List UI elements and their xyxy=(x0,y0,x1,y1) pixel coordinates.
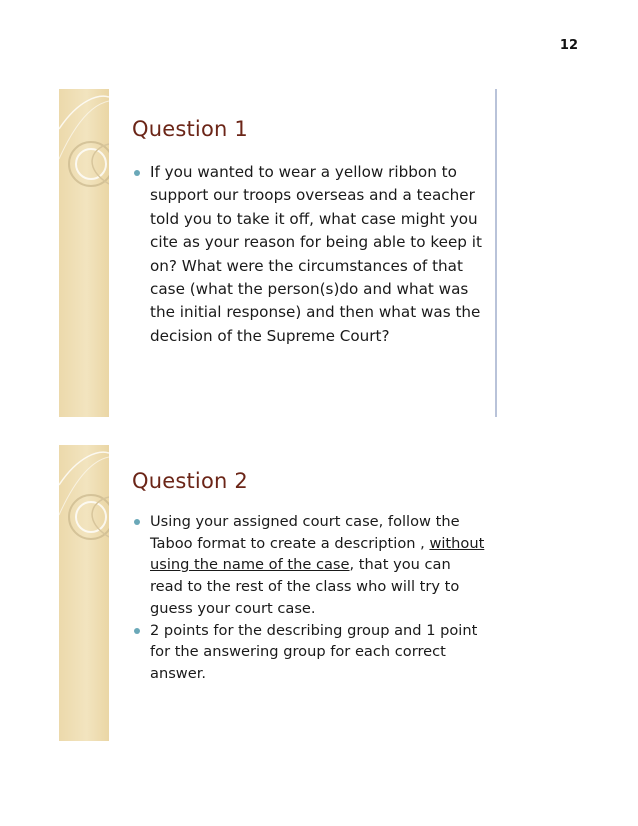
slide-title: Question 2 xyxy=(132,469,248,493)
bullet-text-after: , that you can read to the rest of the class who will try to guess your court case. xyxy=(150,556,460,617)
slide-question-1 xyxy=(59,89,499,417)
slide-border-line xyxy=(495,89,497,417)
decorative-band xyxy=(59,445,109,741)
slide-title: Question 1 xyxy=(132,117,248,141)
bullet-icon xyxy=(134,519,140,525)
slide-question-2 xyxy=(59,445,499,741)
bullet-icon xyxy=(134,170,140,176)
bullet-text-before: Using your assigned court case, follow the Taboo format to create a description , xyxy=(150,513,460,552)
bullet-text: 2 points for the describing group and 1 point for the answering group for each correct answer. xyxy=(150,621,478,682)
bullet-list xyxy=(134,511,485,685)
list-item xyxy=(134,620,485,685)
bullet-list xyxy=(134,161,485,348)
bullet-icon xyxy=(134,628,140,634)
list-item xyxy=(134,161,485,348)
decorative-band xyxy=(59,89,109,417)
list-item xyxy=(134,511,485,620)
page-number: 12 xyxy=(559,38,578,53)
decorative-swirl-icon xyxy=(59,445,109,585)
bullet-text: If you wanted to wear a yellow ribbon to support our troops overseas and a teacher told you to take it off, what case might you cite as your reason for being able to keep it on? What were the circumstances of that case (what the person(s)do and what was the initial response) and then what was the decision of the Supreme Court? xyxy=(150,163,482,345)
bullet-text-underlined: without using the name of the case xyxy=(150,534,485,574)
decorative-swirl-icon xyxy=(59,89,109,229)
